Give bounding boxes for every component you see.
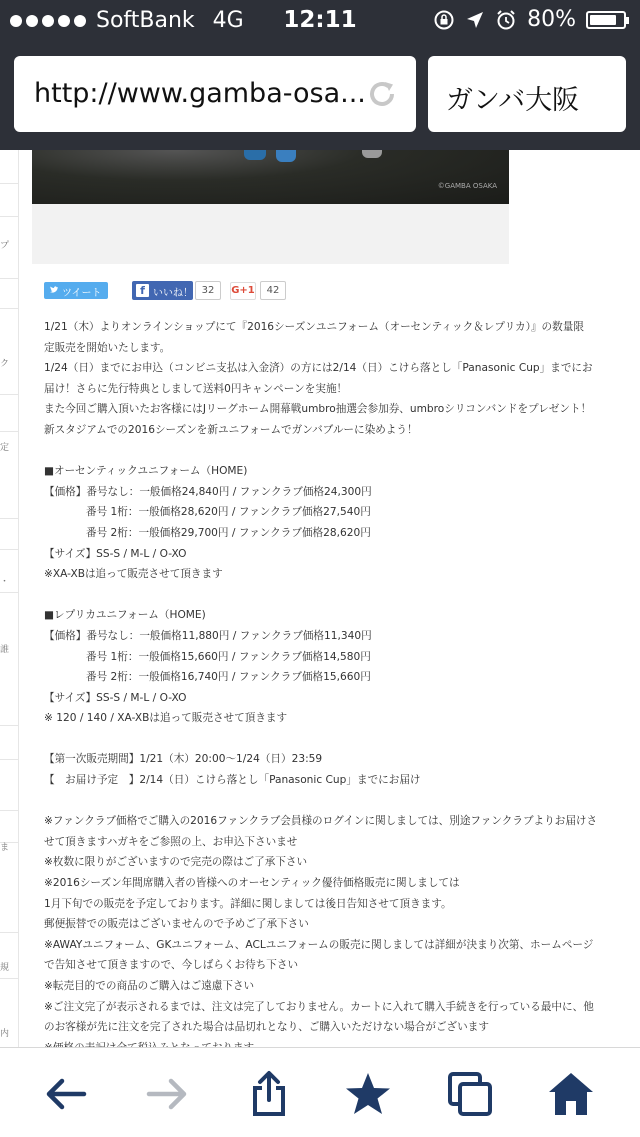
share-icon[interactable]: [245, 1070, 293, 1118]
sidebar-text: 定: [0, 443, 10, 453]
google-plus-button[interactable]: G+1: [230, 282, 256, 300]
facebook-icon: f: [136, 284, 149, 297]
home-icon[interactable]: [547, 1070, 595, 1118]
status-right: [433, 7, 626, 32]
url-field[interactable]: [14, 56, 416, 132]
sidebar-divider: [0, 759, 18, 760]
sidebar-text: ・: [0, 577, 10, 587]
article-line: 【第一次販売期間】1/21（木）20:00～1/24（日）23:59: [44, 753, 323, 766]
like-label: いいね！: [153, 288, 193, 299]
carrier-name: SoftBank: [96, 8, 195, 33]
article-line: ※2016シーズン年間席購入者の皆様へのオーセンティック優待価格販売に関しましては: [44, 877, 460, 890]
article-photo: [32, 150, 509, 204]
alarm-icon: [495, 9, 517, 31]
sidebar-text: ま: [0, 843, 10, 853]
network-type: 4G: [212, 8, 244, 33]
article-line: また今回ご購入頂いたお客様にはJリーグホーム開幕戦umbro抽選会参加券、umbroシリコンバンドをプレゼント！: [44, 403, 592, 416]
sidebar-text: 規: [0, 963, 10, 973]
sidebar-divider: [0, 394, 18, 395]
sidebar-divider: [0, 725, 18, 726]
article-body: [44, 317, 598, 1058]
tweet-label: ツイート: [62, 288, 102, 299]
article-line: 届け！さらに先行特典としまして送料0円キャンペーンを実施！: [44, 382, 348, 395]
article-line: [44, 585, 594, 606]
sidebar-divider: [0, 932, 18, 933]
article-line: せて頂きますハガキをご参照の上、お申込下さいませ: [44, 835, 298, 848]
gplus-count: 42: [260, 281, 286, 300]
article-line: 【 お届け予定 】2/14（日）こけら落とし「Panasonic Cup」までにお届け: [44, 774, 421, 787]
page-title-box[interactable]: [428, 56, 626, 132]
article-line: のお客様が先に注文を完了された場合は品切れとなり、ご購入いただけない場合がございます: [44, 1021, 489, 1034]
article-line: ■オーセンティックユニフォーム（HOME): [44, 465, 248, 478]
sidebar-divider: [0, 308, 18, 309]
photo-caption-area: [32, 204, 509, 264]
tweet-button[interactable]: [44, 282, 108, 299]
article-line: 番号 1桁：一般価格15,660円 / ファンクラブ価格14,580円: [86, 650, 371, 663]
article-line: 1月下旬での販売を予定しております。詳細に関しましては後日告知させて頂きます。: [44, 897, 452, 910]
star-icon[interactable]: [344, 1070, 392, 1118]
twitter-bird-icon: [49, 285, 59, 295]
tabs-icon[interactable]: [446, 1070, 494, 1118]
article-line: 1/24（日）までにお申込（コンビニ支払は入金済）の方には2/14（日）こけら落とし「Panasonic Cup」までにお: [44, 362, 593, 375]
article-line: ※枚数に限りがございますので完売の際はご了承下さい: [44, 856, 308, 869]
status-bar: [0, 0, 640, 40]
sidebar-divider: [0, 431, 18, 432]
article-line: 1/21（木）よりオンラインショップにて『2016シーズンユニフォーム（オーセンティック＆レプリカ）』の数量限: [44, 321, 584, 333]
sidebar-text: 誰: [0, 645, 10, 655]
web-page: [0, 150, 640, 1047]
sidebar-divider: [0, 216, 18, 217]
location-arrow-icon: [465, 10, 485, 30]
browser-toolbar: [0, 1047, 640, 1137]
sidebar-divider: [0, 592, 18, 593]
clock: 12:11: [283, 7, 357, 33]
article-line: ※XA-XBは追って販売させて頂きます: [44, 568, 223, 581]
article-line: [44, 729, 594, 750]
browser-nav-bar: [0, 40, 640, 150]
article-line: [44, 441, 594, 462]
sidebar-divider: [0, 278, 18, 279]
left-sidebar-edge: [0, 150, 19, 1047]
sidebar-divider: [0, 549, 18, 550]
article-line: ■レプリカユニフォーム（HOME): [44, 609, 206, 622]
page-title: ガンバ大阪: [446, 85, 580, 116]
article-line: 番号 2桁：一般価格29,700円 / ファンクラブ価格28,620円: [86, 526, 371, 539]
photo-watermark: ©GAMBA OSAKA: [437, 182, 497, 190]
article-line: 郵便振替での販売はございませんので予めご了承下さい: [44, 918, 309, 931]
article-line: 【サイズ】SS-S / M-L / O-XO: [44, 691, 187, 704]
sidebar-divider: [0, 810, 18, 811]
article-line: 番号 2桁：一般価格16,740円 / ファンクラブ価格15,660円: [86, 671, 371, 684]
reload-icon[interactable]: [364, 76, 400, 112]
article-line: [44, 791, 594, 812]
sidebar-text: 内: [0, 1029, 10, 1039]
battery-icon: [586, 11, 626, 29]
article-line: ※AWAYユニフォーム、GKユニフォーム、ACLユニフォームの販売に関しましては詳細が決まり次第、ホームページ: [44, 938, 594, 951]
article-line: 定販売を開始いたします。: [44, 341, 171, 354]
sidebar-text: プ: [0, 241, 10, 251]
like-count: 32: [195, 281, 221, 300]
sidebar-divider: [0, 978, 18, 979]
article-line: ※ご注文完了が表示されるまでは、注文は完了しておりません。カートに入れて購入手続きを行っている最中に、他: [44, 1000, 594, 1013]
sidebar-divider: [0, 518, 18, 519]
article-line: ※ 120 / 140 / XA-XBは追って販売させて頂きます: [44, 712, 288, 725]
forward-arrow-icon[interactable]: [143, 1070, 191, 1118]
article-line: 番号 1桁：一般価格28,620円 / ファンクラブ価格27,540円: [86, 506, 371, 519]
back-arrow-icon[interactable]: [42, 1070, 90, 1118]
sidebar-divider: [0, 183, 18, 184]
url-text: http://www.gamba-osa...: [34, 78, 366, 109]
article-line: 【サイズ】SS-S / M-L / O-XO: [44, 547, 187, 560]
article-line: で告知させて頂きますので、今しばらくお待ち下さい: [44, 959, 299, 972]
article-line: 【価格】番号なし：一般価格24,840円 / ファンクラブ価格24,300円: [44, 485, 372, 498]
facebook-like-button[interactable]: [132, 281, 193, 300]
article-line: ※転売目的での商品のご購入はご遠慮下さい: [44, 980, 255, 992]
battery-percent: 80%: [527, 7, 576, 32]
article-line: 【価格】番号なし：一般価格11,880円 / ファンクラブ価格11,340円: [44, 629, 372, 642]
article-line: ※ファンクラブ価格でご購入の2016ファンクラブ会員様のログインに関しましては、別途ファンクラブよりお届けさ: [44, 815, 598, 828]
article-line: 新スタジアムでの2016シーズンを新ユニフォームでガンバブルーに染めよう！: [44, 423, 418, 436]
sidebar-text: ク: [0, 359, 10, 369]
rotation-lock-icon: [433, 9, 455, 31]
